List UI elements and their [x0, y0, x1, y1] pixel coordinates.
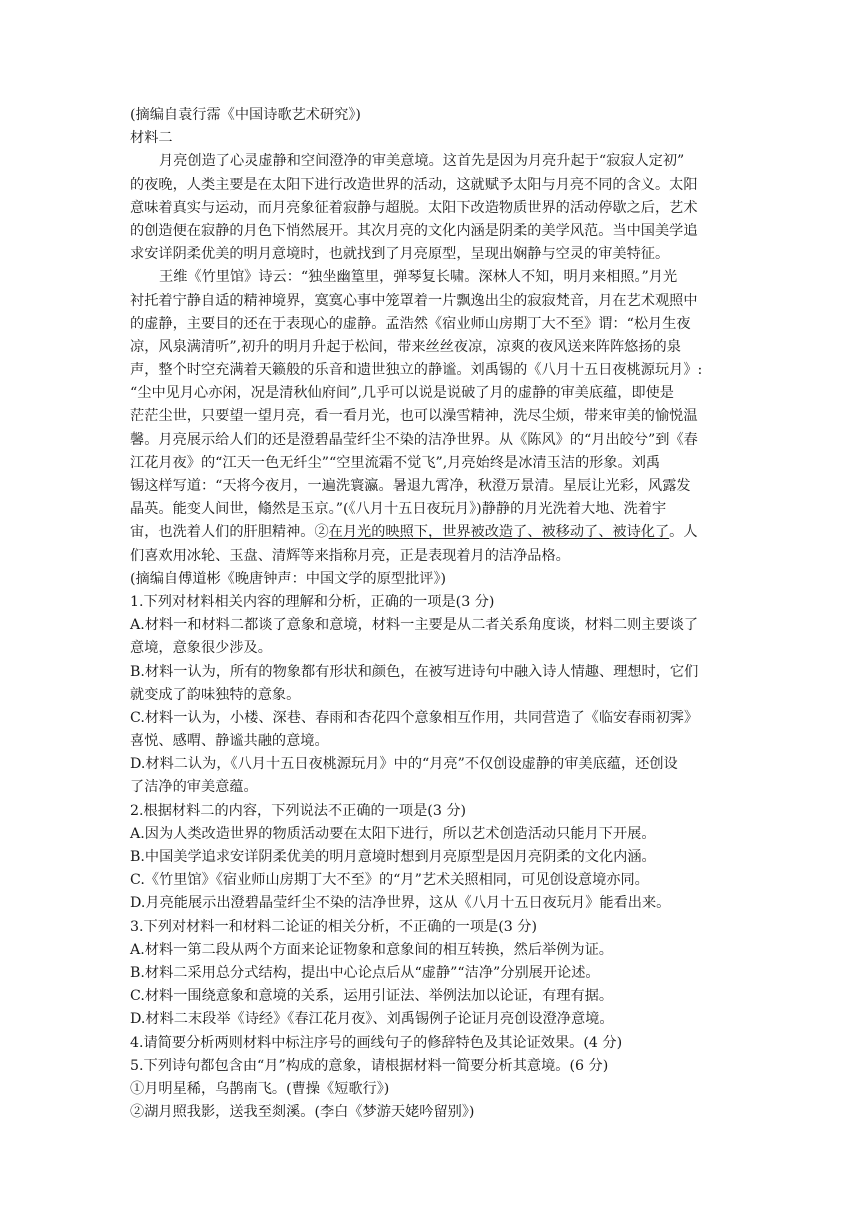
question-line: 4.请简要分析两则材料中标注序号的画线句子的修辞特色及其论证效果。(4 分) [130, 1034, 623, 1051]
paragraph-line: 馨。月亮展示给人们的还是澄碧晶莹纤尘不染的洁净世界。从《陈风》的“月出皎兮”到《春 [130, 431, 698, 448]
question-line: 了洁净的审美意蕴。 [130, 779, 258, 796]
material-two-paragraph-2 [130, 266, 730, 567]
paragraph-line: 晶英。能变人间世，翛然是玉京。”(《八月十五日夜玩月》)静静的月光洗着大地、洗着宇 [130, 501, 667, 518]
paragraph-line: 月亮创造了心灵虚静和空间澄净的审美意境。这首先是因为月亮升起于“寂寂人定初” [159, 153, 685, 170]
paragraph-text: 宙，也洗着人们的肝胆精神。② [130, 524, 329, 541]
paragraph-line: 王维《竹里馆》诗云：“独坐幽篁里，弹琴复长啸。深林人不知，明月来相照。”月光 [159, 269, 678, 286]
question-line: 3.下列对材料一和材料二论证的相关分析，不正确的一项是(3 分) [130, 918, 538, 935]
paragraph-line: 锡这样写道：“天将今夜月，一遍洗寰瀛。暑退九霄净，秋澄万景清。星辰让光彩，风露发 [130, 478, 691, 494]
underlined-sentence-2: 在月光的映照下，世界被改造了、被移动了、被诗化了 [328, 524, 670, 541]
paragraph-line: 意味着真实与运动，而月亮象征着寂静与超脱。太阳下改造物质世界的活动停歇之后，艺术 [130, 199, 698, 216]
source-citation-2: (摘编自傅道彬《晚唐钟声：中国文学的原型批评》) [130, 570, 447, 587]
question-line: C.材料一认为，小楼、深巷、春雨和杏花四个意象相互作用，共同营造了《临安春雨初霁》 [130, 709, 699, 726]
question-line: ①月明星稀，乌鹊南飞。(曹操《短歌行》) [130, 1080, 390, 1097]
question-line: A.材料一第二段从两个方面来论证物象和意象间的相互转换，然后举例为证。 [130, 941, 613, 958]
material-two-heading: 材料二 [130, 130, 173, 147]
source-citation-1: (摘编自袁行霈《中国诗歌艺术研究》) [130, 107, 361, 123]
paragraph-line: 声，整个时空充满着天籁般的乐音和遗世独立的静谧。刘禹锡的《八月十五日夜桃源玩月》: [130, 362, 703, 379]
material-two-paragraph-1 [130, 150, 730, 266]
paragraph-line [130, 521, 730, 544]
document-page [130, 104, 730, 1124]
paragraph-line: 的创造便在寂静的月色下悄然展开。其次月亮的文化内涵是阴柔的美学风范。当中国美学追 [130, 222, 698, 239]
question-line: 1.下列对材料相关内容的理解和分析，正确的一项是(3 分) [130, 593, 495, 610]
question-line: B.材料一认为，所有的物象都有形状和颜色，在被写进诗句中融入诗人情趣、理想时，它们 [130, 663, 699, 680]
question-line: 5.下列诗句都包含由“月”构成的意象，请根据材料一简要分析其意境。(6 分) [130, 1057, 609, 1074]
question-line: D.材料二认为，《八月十五日夜桃源玩月》中的“月亮”不仅创设虚静的审美底蕴，还创设 [130, 756, 678, 773]
question-line: D.材料二末段举《诗经》《春江花月夜》、刘禹锡例子论证月亮创设澄净意境。 [130, 1011, 614, 1028]
question-line: D.月亮能展示出澄碧晶莹纤尘不染的洁净世界，这从《八月十五日夜玩月》能看出来。 [130, 895, 671, 912]
paragraph-line: 的夜晚，人类主要是在太阳下进行改造世界的活动，这就赋予太阳与月亮不同的含义。太阳 [130, 176, 698, 193]
paragraph-line: 衬托着宁静自适的精神境界，寞寞心事中笼罩着一片飘逸出尘的寂寂梵音，月在艺术观照中 [130, 292, 698, 309]
questions-section [130, 591, 730, 1124]
question-line: A.因为人类改造世界的物质活动要在太阳下进行，所以艺术创造活动只能月下开展。 [130, 825, 656, 842]
paragraph-line: 凉，风泉满清听”,初升的明月升起于松间，带来丝丝夜凉，凉爽的夜风送来阵阵悠扬的泉 [130, 338, 681, 355]
question-line: 就变成了韵味独特的意象。 [130, 686, 301, 703]
paragraph-text: 。人 [669, 524, 698, 541]
paragraph-line: 们喜欢用冰轮、玉盘、清辉等来指称月亮，正是表现着月的洁净品格。 [130, 547, 570, 564]
question-line: 意境，意象很少涉及。 [130, 640, 272, 657]
question-line: B.材料二采用总分式结构，提出中心论点后从“虚静”“洁净”分别展开论述。 [130, 964, 600, 981]
question-line: 2.根据材料二的内容，下列说法不正确的一项是(3 分) [130, 802, 467, 819]
paragraph-line: 江花月夜》的“江天一色无纤尘”“空里流霜不觉飞”,月亮始终是冰清玉洁的形象。刘禹 [130, 454, 661, 471]
paragraph-line: 的虚静，主要目的还在于表现心的虚静。孟浩然《宿业师山房期丁大不至》谓：“松月生夜 [130, 315, 691, 332]
question-line: B.中国美学追求安详阴柔优美的明月意境时想到月亮原型是因月亮阴柔的文化内涵。 [130, 849, 656, 865]
question-line: ②湖月照我影，送我至剡溪。(李白《梦游天姥吟留别》) [130, 1104, 475, 1121]
paragraph-line: 求安详阴柔优美的明月意境时，也就找到了月亮原型，呈现出娴静与空灵的审美特征。 [130, 246, 670, 263]
paragraph-line: “尘中见月心亦闲，况是清秋仙府间”,几乎可以说是说破了月的虚静的审美底蕴，即使是 [130, 385, 674, 402]
question-line: 喜悦、感喟、静谧共融的意境。 [130, 733, 329, 750]
question-line: A.材料一和材料二都谈了意象和意境，材料一主要是从二者关系角度谈，材料二则主要谈了 [130, 617, 699, 634]
paragraph-line: 茫茫尘世，只要望一望月亮，看一看月光，也可以澡雪精神，洗尽尘烦，带来审美的愉悦温 [130, 408, 698, 425]
question-line: C.材料一围绕意象和意境的关系，运用引证法、举例法加以论证，有理有据。 [130, 988, 614, 1005]
question-line: C.《竹里馆》《宿业师山房期丁大不至》的“月”艺术关照相同，可见创设意境亦同。 [130, 872, 649, 889]
